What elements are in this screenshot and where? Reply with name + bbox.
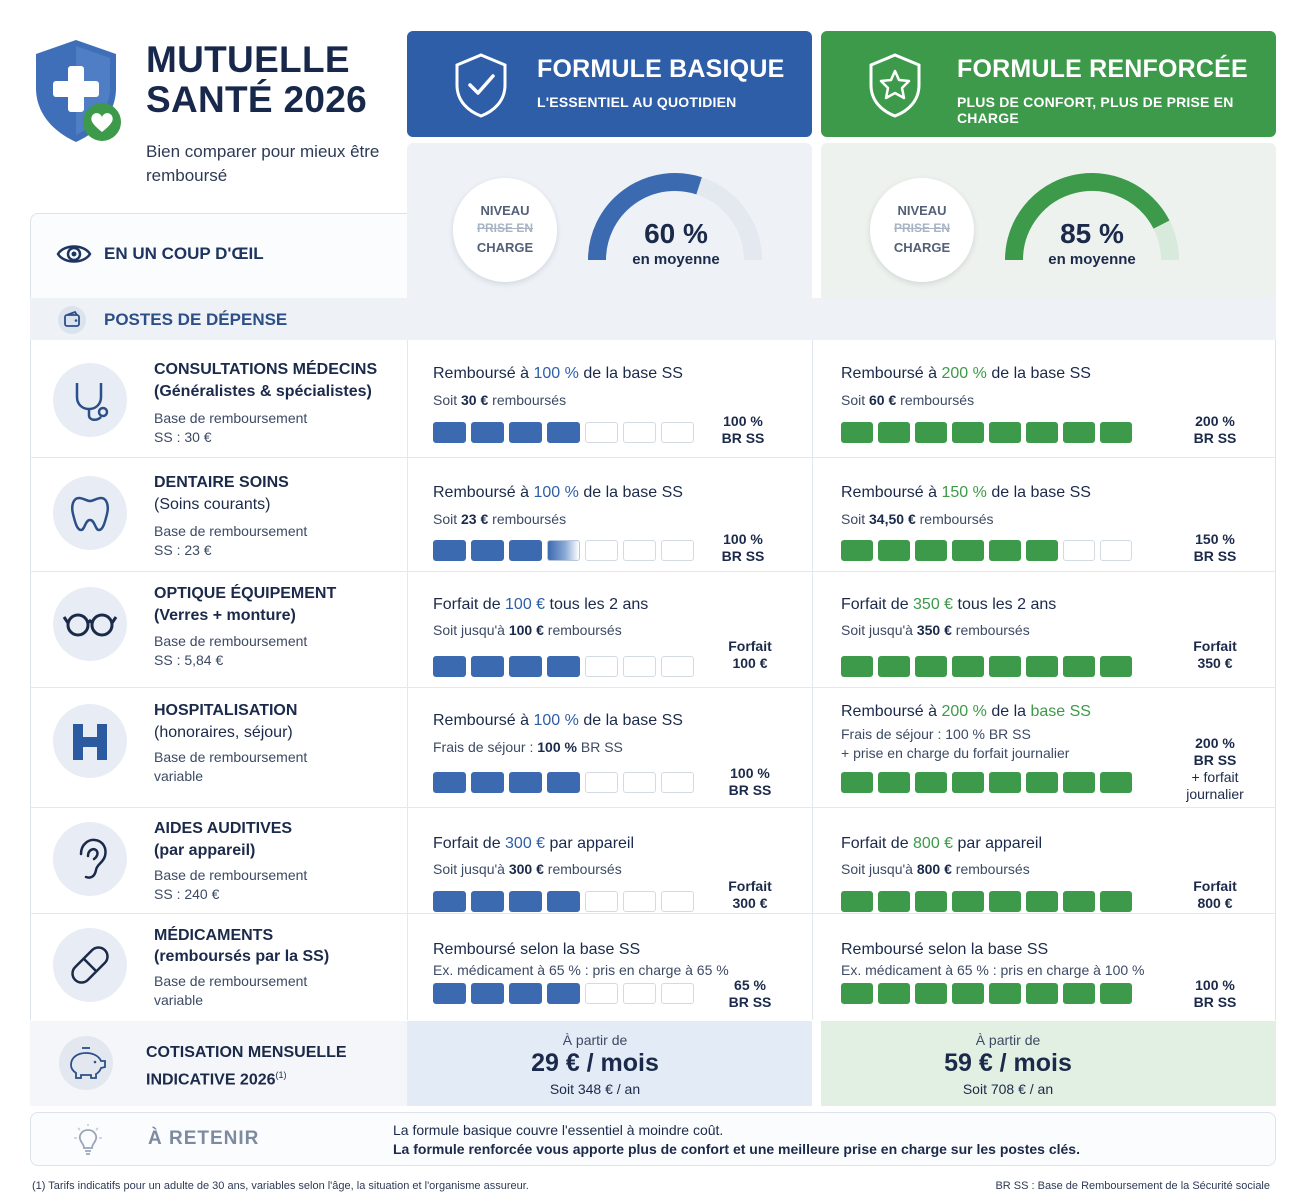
row-subtitle: (Verres + monture) <box>154 607 296 624</box>
bar-segment <box>915 656 947 677</box>
page-subtitle: Bien comparer pour mieux être remboursé <box>146 142 380 185</box>
strong-rate-label: Forfait 800 € <box>1193 878 1237 911</box>
basic-line1: Remboursé à 100 % de la base SS <box>433 484 683 501</box>
row-base-label: Base de remboursement <box>154 633 308 649</box>
basic-line1: Forfait de 300 € par appareil <box>433 835 635 852</box>
bar-segment <box>989 422 1021 443</box>
bar-segment <box>547 540 580 561</box>
bar-segment <box>433 656 466 677</box>
row-base-value: variable <box>154 992 204 1008</box>
bar-segment <box>1100 891 1132 912</box>
bar-segment <box>471 656 504 677</box>
strong-rate-label: 200 % BR SS + forfait journalier <box>1186 735 1244 802</box>
strong-line1: Forfait de 800 € par appareil <box>841 835 1043 852</box>
strong-line2: Soit jusqu'à 800 € remboursés <box>841 861 1030 877</box>
row-divider <box>30 913 1276 914</box>
basic-bar <box>433 772 694 793</box>
bar-segment <box>623 540 656 561</box>
strong-line1: Forfait de 350 € tous les 2 ans <box>841 596 1057 613</box>
pill-icon <box>53 928 127 1002</box>
formula-basic-header <box>407 31 812 137</box>
basic-line1: Remboursé à 100 % de la base SS <box>433 712 683 729</box>
glasses-icon <box>53 587 127 661</box>
bar-segment <box>1063 540 1095 561</box>
bar-segment <box>547 983 580 1004</box>
basic-bar <box>433 891 694 912</box>
stethoscope-icon <box>53 363 127 437</box>
bar-segment <box>585 983 618 1004</box>
bar-segment <box>1100 772 1132 793</box>
basic-rate-label: Forfait 100 € <box>728 638 772 671</box>
niveau-badge-basic: NIVEAU PRISE EN CHARGE <box>453 178 557 282</box>
niveau-badge-strong: NIVEAU PRISE EN CHARGE <box>870 178 974 282</box>
bar-segment <box>952 656 984 677</box>
strong-bar <box>841 891 1132 912</box>
bar-segment <box>1026 540 1058 561</box>
strong-bar <box>841 540 1132 561</box>
bar-segment <box>1063 656 1095 677</box>
strong-line1: Remboursé à 200 % de la base SS <box>841 703 1091 720</box>
strong-line2: Soit 60 € remboursés <box>841 392 975 408</box>
bar-segment <box>547 772 580 793</box>
strong-line1: Remboursé à 150 % de la base SS <box>841 484 1091 501</box>
bar-segment <box>433 422 466 443</box>
basic-line1: Forfait de 100 € tous les 2 ans <box>433 596 649 613</box>
piggy-bank-icon <box>58 1035 114 1091</box>
row-title: CONSULTATIONS MÉDECINS <box>154 361 378 378</box>
cotisation-strong-year: Soit 708 € / an <box>962 1081 1054 1097</box>
bar-segment <box>915 540 947 561</box>
basic-bar <box>433 540 694 561</box>
row-title: HOSPITALISATION <box>154 702 298 719</box>
strong-line2: Frais de séjour : 100 % BR SS <box>841 726 1031 742</box>
cotisation-basic-price: 29 € / mois <box>531 1049 659 1077</box>
strong-bar <box>841 772 1132 793</box>
bar-segment <box>915 891 947 912</box>
bar-segment <box>509 422 542 443</box>
bar-segment <box>623 891 656 912</box>
row-base-label: Base de remboursement <box>154 973 308 989</box>
basic-line2: Soit 30 € remboursés <box>433 392 567 408</box>
row-subtitle: (par appareil) <box>154 842 256 859</box>
bar-segment <box>509 656 542 677</box>
bar-segment <box>661 540 694 561</box>
row-title: OPTIQUE ÉQUIPEMENT <box>154 585 337 602</box>
row-divider <box>30 571 1276 572</box>
row-base-value: SS : 5,84 € <box>154 652 224 668</box>
bar-segment <box>661 656 694 677</box>
hospital-icon <box>53 704 127 778</box>
strong-line1: Remboursé à 200 % de la base SS <box>841 365 1091 382</box>
retenir-line2: La formule renforcée vous apporte plus de confort et une meilleure prise en charge sur les postes clés. <box>393 1141 1080 1157</box>
cotisation-strong-price: 59 € / mois <box>944 1049 1072 1077</box>
bar-segment <box>1063 983 1095 1004</box>
strong-rate-label: Forfait 350 € <box>1193 638 1237 671</box>
column-divider <box>407 340 408 1020</box>
bar-segment <box>509 772 542 793</box>
shield-star-icon <box>865 51 925 119</box>
bar-segment <box>878 983 910 1004</box>
column-divider <box>812 340 813 1020</box>
bar-segment <box>841 422 873 443</box>
bar-segment <box>878 891 910 912</box>
lightbulb-icon <box>70 1122 106 1158</box>
bar-segment <box>509 891 542 912</box>
basic-bar <box>433 656 694 677</box>
gauge-basic-sub: en moyenne <box>632 251 720 268</box>
strong-rate-label: 150 % BR SS <box>1193 531 1237 564</box>
row-subtitle: (remboursés par la SS) <box>154 948 330 965</box>
row-divider <box>30 687 1276 688</box>
strong-line2: Soit 34,50 € remboursés <box>841 511 994 527</box>
bar-segment <box>661 772 694 793</box>
bar-segment <box>952 983 984 1004</box>
bar-segment <box>841 772 873 793</box>
postes-label: POSTES DE DÉPENSE <box>104 310 288 329</box>
bar-segment <box>1063 772 1095 793</box>
bar-segment <box>471 772 504 793</box>
bar-segment <box>433 983 466 1004</box>
bar-segment <box>841 656 873 677</box>
bar-segment <box>623 656 656 677</box>
row-title: MÉDICAMENTS <box>154 927 274 944</box>
bar-segment <box>1026 422 1058 443</box>
bar-segment <box>623 983 656 1004</box>
bar-segment <box>841 540 873 561</box>
shield-check-icon <box>451 51 511 119</box>
row-title: DENTAIRE SOINS <box>154 474 289 491</box>
row-base-label: Base de remboursement <box>154 867 308 883</box>
bar-segment <box>661 891 694 912</box>
bar-segment <box>1063 891 1095 912</box>
bar-segment <box>878 772 910 793</box>
bar-segment <box>585 656 618 677</box>
bar-segment <box>952 422 984 443</box>
bar-segment <box>585 772 618 793</box>
cotisation-strong-from: À partir de <box>975 1032 1041 1048</box>
basic-line1: Remboursé à 100 % de la base SS <box>433 365 683 382</box>
formula-strong-header <box>821 31 1276 137</box>
row-base-value: SS : 23 € <box>154 542 212 558</box>
basic-line2: Soit 23 € remboursés <box>433 511 567 527</box>
bar-segment <box>841 891 873 912</box>
shield-health-logo <box>30 36 126 146</box>
bar-segment <box>1026 656 1058 677</box>
basic-rate-label: 65 % BR SS <box>728 977 772 1010</box>
bar-segment <box>433 891 466 912</box>
bar-segment <box>509 540 542 561</box>
bar-segment <box>1100 983 1132 1004</box>
basic-bar <box>433 983 694 1004</box>
bar-segment <box>471 540 504 561</box>
basic-line2: Frais de séjour : 100 % BR SS <box>433 739 623 755</box>
bar-segment <box>915 983 947 1004</box>
bar-segment <box>471 983 504 1004</box>
bar-segment <box>433 772 466 793</box>
page-title: MUTUELLE SANTÉ 2026 <box>146 39 367 120</box>
bar-segment <box>989 772 1021 793</box>
bar-segment <box>989 656 1021 677</box>
bar-segment <box>547 656 580 677</box>
row-subtitle: (Généralistes & spécialistes) <box>154 383 372 400</box>
bar-segment <box>1100 540 1132 561</box>
bar-segment <box>1100 656 1132 677</box>
strong-bar <box>841 983 1132 1004</box>
bar-segment <box>1100 422 1132 443</box>
strong-line2: Ex. médicament à 65 % : pris en charge à 100 % <box>841 962 1145 978</box>
formula-strong-name: FORMULE RENFORCÉE <box>957 55 1248 83</box>
bar-segment <box>471 422 504 443</box>
bar-segment <box>952 540 984 561</box>
bar-segment <box>841 983 873 1004</box>
bar-segment <box>547 422 580 443</box>
row-divider <box>30 807 1276 808</box>
tooth-icon <box>53 476 127 550</box>
basic-bar <box>433 422 694 443</box>
bar-segment <box>989 983 1021 1004</box>
gauge-strong-sub: en moyenne <box>1048 251 1136 268</box>
strong-line1: Remboursé selon la base SS <box>841 941 1049 958</box>
bar-segment <box>433 540 466 561</box>
bar-segment <box>1026 983 1058 1004</box>
eye-icon <box>56 240 92 268</box>
basic-line2: Ex. médicament à 65 % : pris en charge à 65 % <box>433 962 729 978</box>
wallet-icon <box>58 306 86 334</box>
basic-line1: Remboursé selon la base SS <box>433 941 641 958</box>
bar-segment <box>878 656 910 677</box>
strong-bar <box>841 422 1132 443</box>
row-base-value: SS : 240 € <box>154 886 220 902</box>
row-base-label: Base de remboursement <box>154 410 308 426</box>
footnote-left: (1) Tarifs indicatifs pour un adulte de 30 ans, variables selon l'âge, la situation et l'organisme assureur. <box>32 1180 529 1192</box>
row-subtitle: (honoraires, séjour) <box>154 724 293 741</box>
strong-rate-label: 100 % BR SS <box>1193 977 1237 1010</box>
strong-bar <box>841 656 1132 677</box>
bar-segment <box>585 891 618 912</box>
row-title: AIDES AUDITIVES <box>154 820 293 837</box>
bar-segment <box>952 891 984 912</box>
bar-segment <box>547 891 580 912</box>
bar-segment <box>623 772 656 793</box>
bar-segment <box>878 540 910 561</box>
formula-basic-name: FORMULE BASIQUE <box>537 55 785 83</box>
row-base-label: Base de remboursement <box>154 749 308 765</box>
basic-line2: Soit jusqu'à 300 € remboursés <box>433 861 622 877</box>
row-divider <box>30 457 1276 458</box>
basic-rate-label: 100 % BR SS <box>721 531 765 564</box>
cotisation-basic-year: Soit 348 € / an <box>549 1081 641 1097</box>
basic-line2: Soit jusqu'à 100 € remboursés <box>433 622 622 638</box>
glance-label: EN UN COUP D'ŒIL <box>104 244 264 263</box>
strong-rate-label: 200 % BR SS <box>1193 413 1237 446</box>
bar-segment <box>585 540 618 561</box>
basic-rate-label: 100 % BR SS <box>721 413 765 446</box>
ear-icon <box>53 822 127 896</box>
gauge-strong-value: 85 % <box>1060 218 1124 249</box>
footnote-right: BR SS : Base de Remboursement de la Sécurité sociale <box>995 1180 1270 1192</box>
cotisation-basic-from: À partir de <box>562 1032 628 1048</box>
formula-strong-tagline: PLUS DE CONFORT, PLUS DE PRISE EN CHARGE <box>957 94 1234 126</box>
strong-line3: + prise en charge du forfait journalier <box>841 745 1070 761</box>
strong-line2: Soit jusqu'à 350 € remboursés <box>841 622 1030 638</box>
bar-segment <box>509 983 542 1004</box>
bar-segment <box>915 772 947 793</box>
cotisation-title: COTISATION MENSUELLE INDICATIVE 2026$^{(1)}$ <box>146 1044 347 1089</box>
bar-segment <box>661 422 694 443</box>
bar-segment <box>989 891 1021 912</box>
basic-rate-label: Forfait 300 € <box>728 878 772 911</box>
gauge-basic-value: 60 % <box>644 218 708 249</box>
bar-segment <box>1026 772 1058 793</box>
retenir-line1: La formule basique couvre l'essentiel à moindre coût. <box>393 1122 724 1138</box>
row-base-value: SS : 30 € <box>154 429 212 445</box>
bar-segment <box>878 422 910 443</box>
bar-segment <box>471 891 504 912</box>
formula-basic-tagline: L'ESSENTIEL AU QUOTIDIEN <box>537 94 737 110</box>
row-base-label: Base de remboursement <box>154 523 308 539</box>
bar-segment <box>989 540 1021 561</box>
bar-segment <box>623 422 656 443</box>
bar-segment <box>952 772 984 793</box>
bar-segment <box>585 422 618 443</box>
basic-rate-label: 100 % BR SS <box>728 765 772 798</box>
bar-segment <box>1026 891 1058 912</box>
bar-segment <box>1063 422 1095 443</box>
retenir-label: À RETENIR <box>148 1128 260 1149</box>
row-base-value: variable <box>154 768 204 784</box>
bar-segment <box>661 983 694 1004</box>
bar-segment <box>915 422 947 443</box>
row-subtitle: (Soins courants) <box>154 496 271 513</box>
